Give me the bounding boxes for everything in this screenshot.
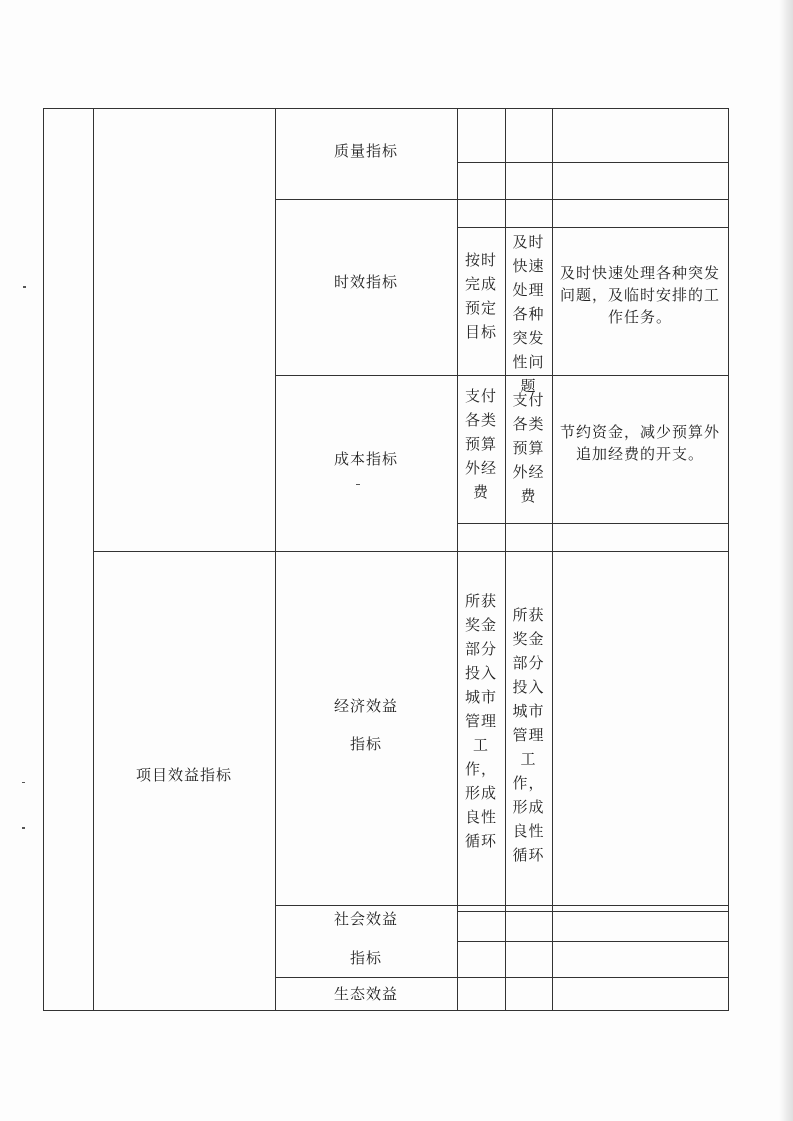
scan-mark	[23, 286, 26, 288]
cell-text-line: 外经	[464, 459, 497, 477]
cell-text-line: 奖金	[464, 616, 497, 634]
cell-text-line: 良性	[512, 822, 545, 840]
economic-benefit-label-line2: 指标	[349, 735, 382, 753]
cell-text-line: 城市	[464, 688, 497, 706]
scan-mark	[356, 484, 360, 485]
cell-text-line: 循环	[464, 832, 497, 850]
table-col-divider-5	[552, 108, 553, 1010]
row-divider-social-sub-1	[457, 911, 729, 912]
cost-indicator-label: 成本指标	[333, 450, 398, 468]
cell-text-line: 形成	[464, 784, 497, 802]
cell-text-line: 支付	[464, 387, 497, 405]
cell-text-line: 部分	[464, 640, 497, 658]
quality-indicator-label: 质量指标	[333, 142, 398, 160]
row-divider-category	[93, 551, 729, 552]
cell-text-line: 快速	[512, 257, 545, 275]
economic-actual-value	[505, 603, 552, 867]
cell-text-line: 所获	[512, 606, 545, 624]
timeliness-index-value	[457, 248, 505, 344]
cell-text-line: 突发	[512, 329, 545, 347]
cell-text-line: 预算	[512, 439, 545, 457]
cell-text-line: 预定	[464, 299, 497, 317]
cell-text-line: 处理	[512, 281, 545, 299]
cell-text-line: 支付	[512, 391, 545, 409]
table-border-right	[728, 108, 729, 1010]
ecological-benefit-label: 生态效益	[333, 985, 398, 1003]
cell-text-line: 费	[520, 487, 537, 505]
table-col-divider-2	[275, 108, 276, 1010]
row-divider-social-end	[275, 977, 729, 978]
scan-mark	[22, 782, 25, 783]
timeliness-description: 及时快速处理各种突发问题，及临时安排的工作任务。	[559, 264, 720, 326]
social-benefit-label-line1: 社会效益	[333, 910, 398, 928]
row-divider-timeliness-end	[275, 375, 729, 376]
page-edge-shadow	[779, 0, 793, 1121]
table-col-divider-3	[457, 108, 458, 1010]
cell-text-line: 外经	[512, 463, 545, 481]
row-divider-timeliness-sub	[457, 227, 729, 228]
cell-text-line: 所获	[464, 592, 497, 610]
cell-text-line: 部分	[512, 654, 545, 672]
cell-text-line: 各种	[512, 305, 545, 323]
cell-text-line: 管理	[464, 712, 497, 730]
table-col-divider-1	[93, 108, 94, 1010]
cell-text-line: 循环	[512, 846, 545, 864]
timeliness-indicator-label: 时效指标	[333, 273, 398, 291]
cell-text-line: 工	[472, 736, 489, 754]
row-divider-quality-end	[275, 199, 729, 200]
cell-text-line: 各类	[512, 415, 545, 433]
economic-index-value	[457, 589, 505, 853]
cell-text-line: 完成	[464, 275, 497, 293]
cell-text-line: 工	[520, 750, 537, 768]
cell-text-line: 投入	[512, 678, 545, 696]
table-border-top	[43, 108, 729, 109]
table-border-left	[43, 108, 44, 1010]
cell-text-line: 性问	[512, 353, 545, 371]
cell-text-line: 各类	[464, 411, 497, 429]
scan-mark	[22, 827, 25, 829]
row-divider-economic-end	[275, 905, 729, 906]
cell-text-line: 题	[520, 377, 537, 395]
cell-text-line: 及时	[512, 233, 545, 251]
cell-text-line: 目标	[464, 323, 497, 341]
cell-text-line: 预算	[464, 435, 497, 453]
table-border-bottom	[43, 1010, 729, 1011]
cost-index-value	[457, 384, 505, 504]
project-benefit-category-label: 项目效益指标	[135, 766, 232, 784]
row-divider-social-sub-2	[457, 941, 729, 942]
cell-text-line: 投入	[464, 664, 497, 682]
cost-description: 节约资金，减少预算外追加经费的开支。	[559, 423, 720, 463]
cell-text-line: 作，	[464, 760, 497, 778]
cell-text-line: 按时	[464, 251, 497, 269]
cell-text-line: 奖金	[512, 630, 545, 648]
cell-text-line: 管理	[512, 726, 545, 744]
social-benefit-label-line2: 指标	[349, 949, 382, 967]
economic-benefit-label-line1: 经济效益	[333, 697, 398, 715]
timeliness-actual-value	[505, 230, 552, 398]
row-divider-quality-sub	[457, 162, 729, 163]
cell-text-line: 费	[472, 483, 489, 501]
cell-text-line: 作，	[512, 774, 545, 792]
cell-text-line: 形成	[512, 798, 545, 816]
cost-actual-value	[505, 388, 552, 508]
cell-text-line: 城市	[512, 702, 545, 720]
cell-text-line: 良性	[464, 808, 497, 826]
row-divider-cost-sub	[457, 523, 729, 524]
